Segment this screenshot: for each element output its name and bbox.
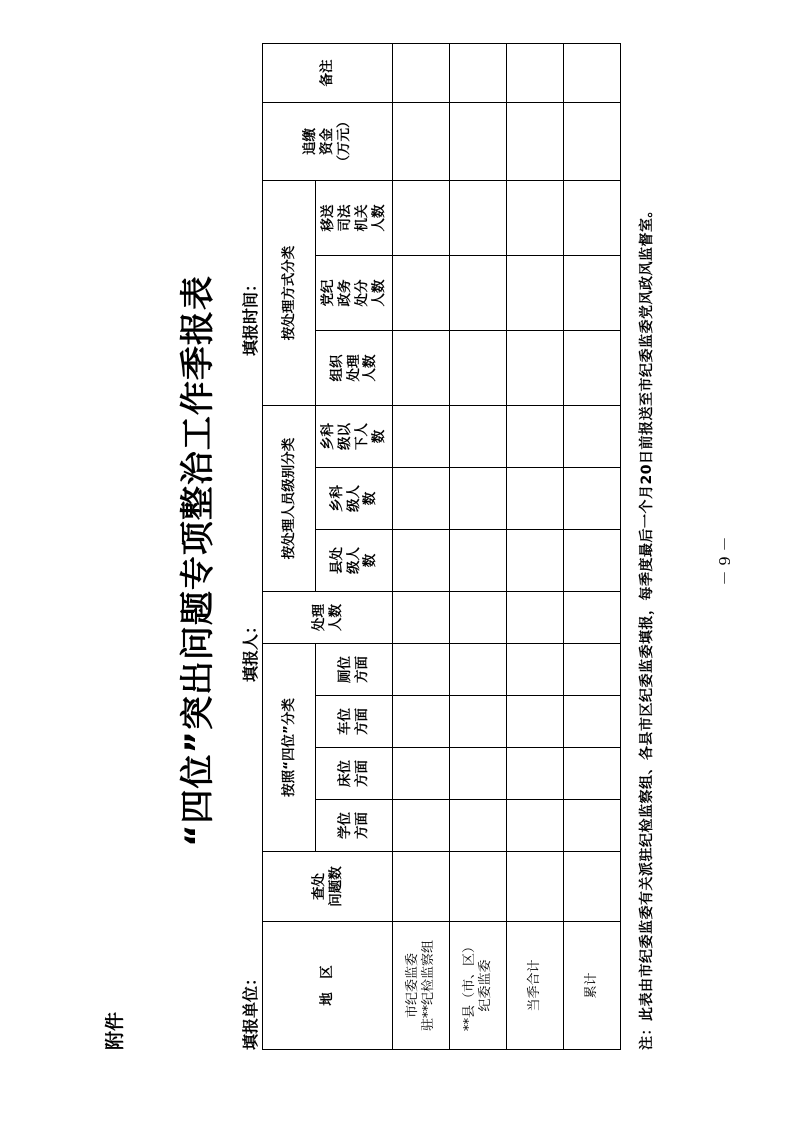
- data-cell[interactable]: [393, 696, 450, 748]
- page-title: “四位”突出问题专项整治工作季报表: [178, 275, 218, 847]
- footnote: 注：此表由市纪委监委有关派驻纪检监察组、各县市区纪委监委填报，每季度最后一个月20日前报送至市纪委监委党风政风监督室。: [639, 203, 655, 1050]
- row-label: 累计: [564, 922, 621, 1050]
- data-cell[interactable]: [393, 255, 450, 330]
- data-cell[interactable]: [507, 800, 564, 852]
- data-cell[interactable]: [564, 644, 621, 696]
- attachment-label: 附件: [104, 1011, 126, 1050]
- data-cell[interactable]: [564, 530, 621, 592]
- header-level-group: 按处理人员级别分类: [263, 405, 316, 591]
- data-cell[interactable]: [393, 644, 450, 696]
- data-cell[interactable]: [564, 468, 621, 530]
- data-cell[interactable]: [564, 43, 621, 102]
- data-cell[interactable]: [564, 696, 621, 748]
- data-cell[interactable]: [507, 468, 564, 530]
- data-cell[interactable]: [507, 852, 564, 922]
- data-cell[interactable]: [507, 405, 564, 467]
- data-cell[interactable]: [450, 644, 507, 696]
- data-cell[interactable]: [393, 852, 450, 922]
- data-cell[interactable]: [564, 852, 621, 922]
- data-cell[interactable]: [393, 330, 450, 405]
- data-cell[interactable]: [450, 696, 507, 748]
- header-handled: 处理 人数: [263, 592, 393, 644]
- data-cell[interactable]: [507, 102, 564, 180]
- header-method-item: 移送 司法 机关 人数: [316, 180, 393, 255]
- header-four-item: 车位 方面: [316, 696, 393, 748]
- data-cell[interactable]: [450, 852, 507, 922]
- data-cell[interactable]: [393, 468, 450, 530]
- data-cell[interactable]: [450, 592, 507, 644]
- data-cell[interactable]: [507, 748, 564, 800]
- header-remark: 备注: [263, 43, 393, 102]
- data-cell[interactable]: [450, 43, 507, 102]
- header-method-item: 党纪 政务 处分 人数: [316, 255, 393, 330]
- data-cell[interactable]: [450, 180, 507, 255]
- header-level-item: 县处 级人 数: [316, 530, 393, 592]
- data-cell[interactable]: [564, 180, 621, 255]
- table-row: [450, 43, 507, 1049]
- data-cell[interactable]: [564, 748, 621, 800]
- data-cell[interactable]: [507, 255, 564, 330]
- data-cell[interactable]: [393, 592, 450, 644]
- table-row: [507, 43, 564, 1049]
- data-cell[interactable]: [507, 592, 564, 644]
- data-cell[interactable]: [450, 405, 507, 467]
- data-cell[interactable]: [393, 102, 450, 180]
- fill-unit-label: 填报单位：: [241, 969, 260, 1050]
- header-four-item: 床位 方面: [316, 748, 393, 800]
- page-number: － 9 －: [716, 536, 734, 586]
- fill-time-label: 填报时间：: [241, 275, 260, 356]
- report-table: [262, 43, 621, 1050]
- data-cell[interactable]: [393, 800, 450, 852]
- header-method-group: 按处理方式分类: [263, 180, 316, 405]
- header-region: 地 区: [263, 922, 393, 1050]
- header-row-1: [263, 43, 316, 1049]
- data-cell[interactable]: [564, 102, 621, 180]
- data-cell[interactable]: [393, 43, 450, 102]
- header-level-item: 乡科 级人 数: [316, 468, 393, 530]
- row-label: 市纪委监委 驻**纪检监察组: [393, 922, 450, 1050]
- data-cell[interactable]: [564, 405, 621, 467]
- data-cell[interactable]: [450, 468, 507, 530]
- table-row: [564, 43, 621, 1049]
- header-four-positions: 按照“四位”分类: [263, 644, 316, 852]
- header-four-item: 厕位 方面: [316, 644, 393, 696]
- table-row: [393, 43, 450, 1049]
- data-cell[interactable]: [393, 405, 450, 467]
- header-problems: 查处 问题数: [263, 852, 393, 922]
- data-cell[interactable]: [450, 530, 507, 592]
- data-cell[interactable]: [507, 330, 564, 405]
- data-cell[interactable]: [564, 592, 621, 644]
- data-cell[interactable]: [564, 330, 621, 405]
- data-cell[interactable]: [450, 748, 507, 800]
- data-cell[interactable]: [393, 180, 450, 255]
- row-label: 当季合计: [507, 922, 564, 1050]
- data-cell[interactable]: [393, 530, 450, 592]
- fill-person-label: 填报人：: [241, 617, 260, 682]
- data-cell[interactable]: [507, 644, 564, 696]
- data-cell[interactable]: [507, 180, 564, 255]
- data-cell[interactable]: [450, 102, 507, 180]
- data-cell[interactable]: [450, 330, 507, 405]
- header-four-item: 学位 方面: [316, 800, 393, 852]
- header-method-item: 组织 处理 人数: [316, 330, 393, 405]
- row-label: **县（市、区） 纪委监委: [450, 922, 507, 1050]
- data-cell[interactable]: [450, 800, 507, 852]
- header-recovered: 追缴 资金 （万元）: [263, 102, 393, 180]
- data-cell[interactable]: [564, 800, 621, 852]
- data-cell[interactable]: [507, 696, 564, 748]
- header-level-item: 乡科 级以 下人 数: [316, 405, 393, 467]
- data-cell[interactable]: [450, 255, 507, 330]
- data-cell[interactable]: [564, 255, 621, 330]
- data-cell[interactable]: [393, 748, 450, 800]
- data-cell[interactable]: [507, 530, 564, 592]
- data-cell[interactable]: [507, 43, 564, 102]
